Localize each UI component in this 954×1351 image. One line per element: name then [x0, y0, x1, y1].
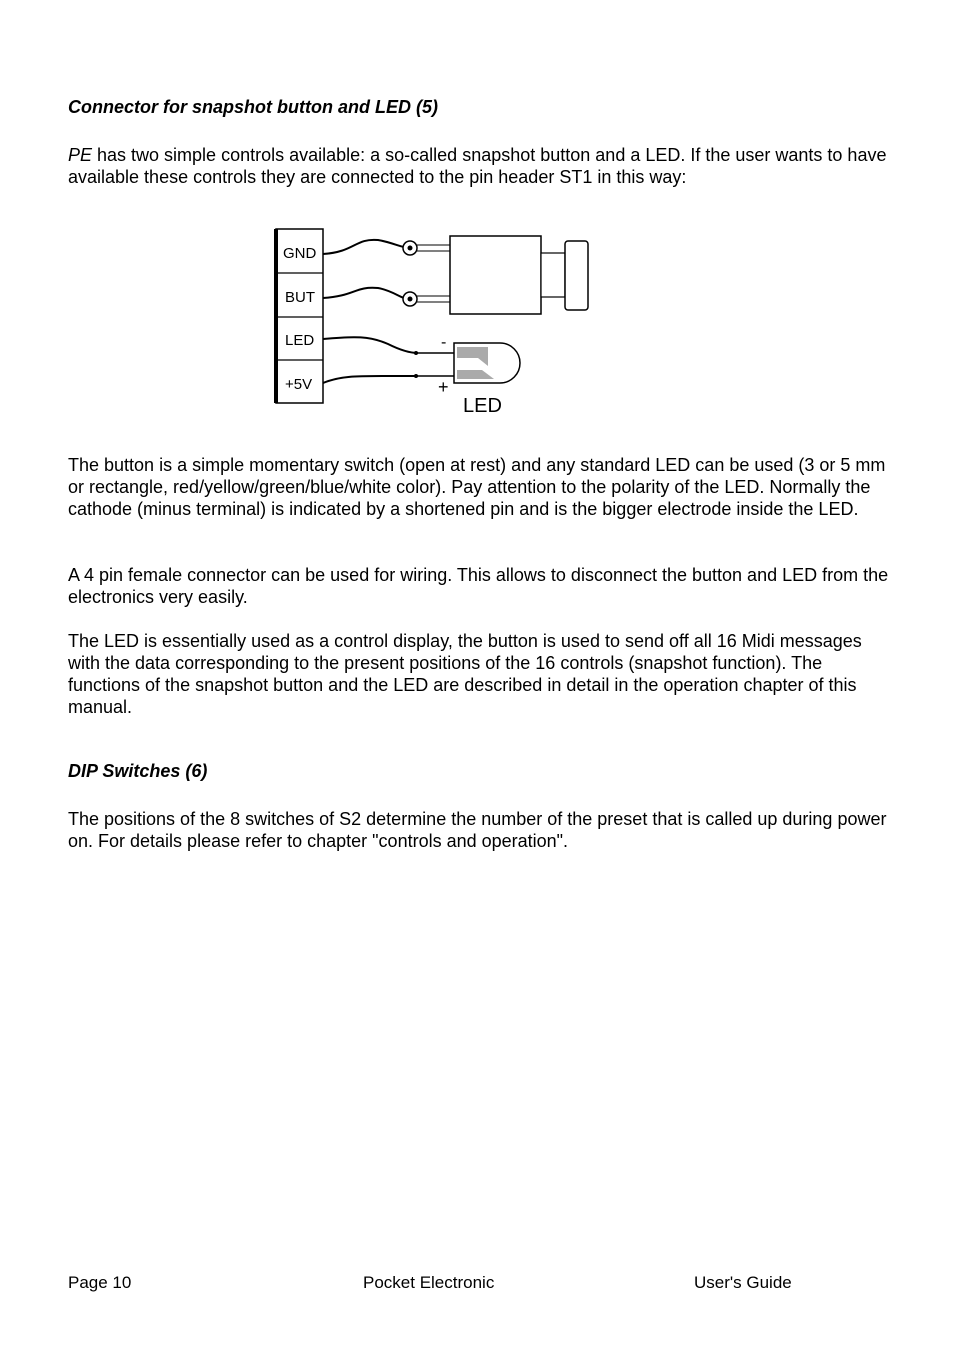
button-body — [450, 236, 541, 314]
paragraph-led-display: The LED is essentially used as a control display, the button is used to send off all 16 Midi messages with the data corresponding to the present positions of the 16 controls (snapshot function). The functions of the snapshot button and the LED are described in detail in the operation chapter of this manual. — [68, 631, 862, 717]
section-heading-connector: Connector for snapshot button and LED (5) — [68, 97, 438, 117]
minus-label: - — [441, 334, 447, 351]
pin-label-but: BUT — [285, 289, 315, 306]
button-stem — [541, 253, 565, 297]
footer-title: Pocket Electronic — [363, 1273, 495, 1292]
intro-text: has two simple controls available: a so-called snapshot button and a LED. If the user wants to have available these controls they are connected to the pin header ST1 in this way: — [68, 145, 887, 187]
section-heading-dip: DIP Switches (6) — [68, 761, 208, 781]
paragraph-dip: The positions of the 8 switches of S2 determine the number of the preset that is called up during power on. For details please refer to chapter "controls and operation". — [68, 809, 887, 851]
pe-abbrev: PE — [68, 145, 93, 165]
wire-5v — [323, 376, 418, 383]
footer-guide: User's Guide — [694, 1273, 792, 1292]
wiring-diagram — [260, 218, 600, 418]
pin-label-gnd: GND — [283, 245, 317, 262]
led-label: LED — [463, 395, 502, 417]
button-cap — [565, 241, 588, 310]
pin-label-led: LED — [285, 332, 315, 349]
plus-label: + — [438, 377, 449, 397]
wire-led — [323, 337, 418, 353]
wire-but — [323, 288, 404, 298]
paragraph-connector: A 4 pin female connector can be used for wiring. This allows to disconnect the button and LED from the electronics very easily. — [68, 565, 889, 607]
pin-label-5v: +5V — [285, 376, 313, 393]
footer-page: Page 10 — [68, 1273, 132, 1292]
intro-paragraph — [68, 144, 898, 188]
paragraph-button-led: The button is a simple momentary switch (open at rest) and any standard LED can be used (3 or 5 mm or rectangle, red/yellow/green/blue/white color). Pay attention to the polarity of the LED. Normally the cathode (minus terminal) is indicated by a shortened pin and is the bigger electrode inside the LED. — [68, 455, 886, 519]
wire-gnd — [323, 240, 404, 254]
